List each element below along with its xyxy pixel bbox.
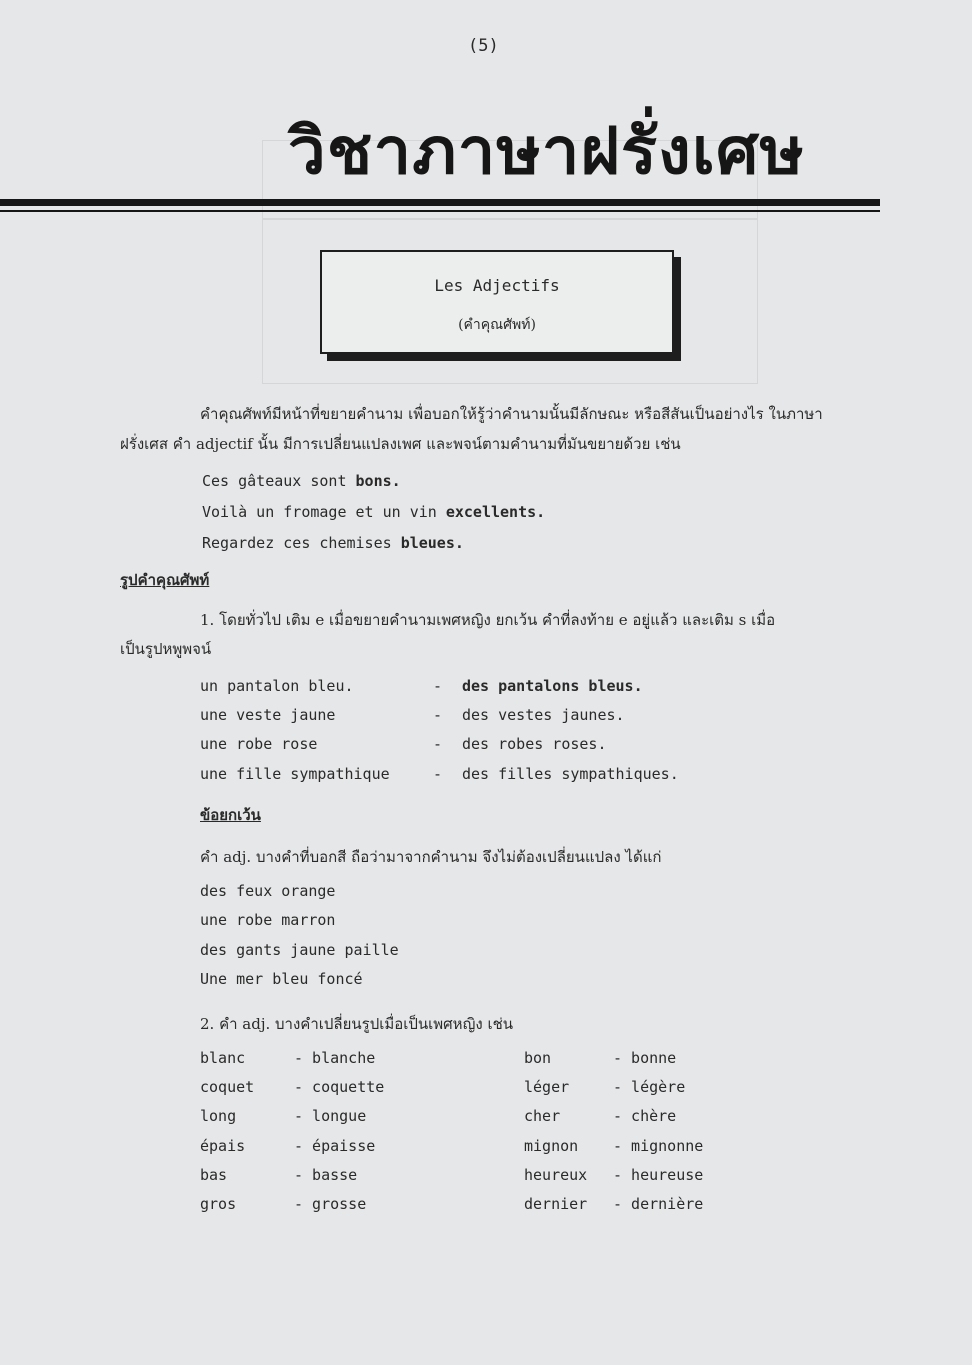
masculine-form: heureux <box>524 1166 588 1184</box>
masculine-form: dernier <box>524 1195 588 1213</box>
singular-example: un pantalon bleu. <box>200 677 354 695</box>
exception-example: des feux orange <box>200 882 336 900</box>
feminine-form: - longue <box>294 1107 367 1125</box>
masculine-form: blanc <box>200 1049 246 1067</box>
intro-line-1: คำคุณศัพท์มีหน้าที่ขยายคำนาม เพื่อบอกให้รู้ว่าคำนามนั้นมีลักษณะ หรือสีสันเป็นอย่างไร ในภาษา <box>200 405 823 423</box>
masculine-form: bon <box>524 1049 552 1067</box>
exception-example: des gants jaune paille <box>200 941 399 959</box>
masculine-form: coquet <box>200 1078 255 1096</box>
rule-1-line-2: เป็นรูปหพูพจน์ <box>120 640 212 658</box>
feminine-form: - dernière <box>613 1195 704 1213</box>
exception-example: une robe marron <box>200 911 336 929</box>
topic-subheading: (คำคุณศัพท์) <box>458 317 536 333</box>
masculine-form: long <box>200 1107 237 1125</box>
feminine-form: - chère <box>613 1107 677 1125</box>
feminine-form: - bonne <box>613 1049 677 1067</box>
plural-example: des filles sympathiques. <box>462 765 679 783</box>
page-title: วิชาภาษาฝรั่งเศษ <box>288 115 805 189</box>
feminine-form: - légère <box>613 1078 686 1096</box>
feminine-form: - grosse <box>294 1195 367 1213</box>
feminine-form: - basse <box>294 1166 358 1184</box>
topic-heading: Les Adjectifs <box>434 276 560 295</box>
pair-dash: - <box>433 765 443 783</box>
example-sentence-1: Ces gâteaux sont bons. <box>202 472 401 490</box>
singular-example: une fille sympathique <box>200 765 390 783</box>
pair-dash: - <box>433 706 443 724</box>
feminine-form: - mignonne <box>613 1137 704 1155</box>
masculine-form: mignon <box>524 1137 579 1155</box>
exception-text: คำ adj. บางคำที่บอกสี ถือว่ามาจากคำนาม จึงไม่ต้องเปลี่ยนแปลง ได้แก่ <box>200 848 662 866</box>
feminine-form: - épaisse <box>294 1137 376 1155</box>
pair-dash: - <box>433 677 443 695</box>
intro-line-2: ฝรั่งเศส คำ adjectif นั้น มีการเปลี่ยนแปลงเพศ และพจน์ตามคำนามที่มันขยายด้วย เช่น <box>120 435 681 453</box>
rule-2-text: 2. คำ adj. บางคำเปลี่ยนรูปเมื่อเป็นเพศหญิง เช่น <box>200 1015 514 1033</box>
masculine-form: bas <box>200 1166 228 1184</box>
plural-example: des pantalons bleus. <box>462 677 643 695</box>
plural-example: des vestes jaunes. <box>462 706 625 724</box>
exception-example: Une mer bleu foncé <box>200 970 363 988</box>
singular-example: une robe rose <box>200 735 318 753</box>
feminine-form: - blanche <box>294 1049 376 1067</box>
page-number: (5) <box>468 36 499 56</box>
masculine-form: léger <box>524 1078 570 1096</box>
example-sentence-3: Regardez ces chemises bleues. <box>202 534 464 552</box>
title-rule-thick <box>0 199 880 206</box>
topic-box <box>320 250 674 354</box>
masculine-form: cher <box>524 1107 561 1125</box>
feminine-form: - coquette <box>294 1078 385 1096</box>
title-rule-thin <box>0 210 880 212</box>
feminine-form: - heureuse <box>613 1166 704 1184</box>
exception-heading: ข้อยกเว้น <box>200 806 261 824</box>
rule-1-line-1: 1. โดยทั่วไป เติม e เมื่อขยายคำนามเพศหญิง ยกเว้น คำที่ลงท้าย e อยู่แล้ว และเติม s เมื่อ <box>200 611 776 629</box>
bleed-through-table-row <box>262 218 758 220</box>
example-sentence-2: Voilà un fromage et un vin excellents. <box>202 503 546 521</box>
section-heading-adjective-forms: รูปคำคุณศัพท์ <box>120 571 210 589</box>
plural-example: des robes roses. <box>462 735 607 753</box>
masculine-form: épais <box>200 1137 246 1155</box>
pair-dash: - <box>433 735 443 753</box>
masculine-form: gros <box>200 1195 237 1213</box>
singular-example: une veste jaune <box>200 706 336 724</box>
